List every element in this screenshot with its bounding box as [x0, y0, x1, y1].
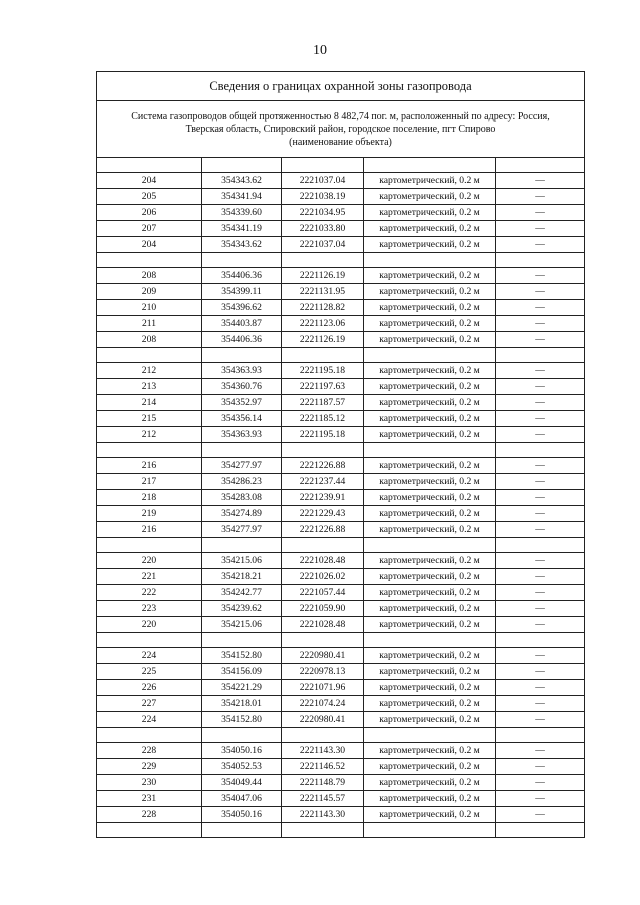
x-coordinate-cell: 354396.62 [202, 300, 282, 316]
x-coordinate-cell: 354343.62 [202, 237, 282, 253]
y-coordinate-cell: 2221028.48 [282, 617, 364, 633]
x-coordinate-cell: 354274.89 [202, 506, 282, 522]
method-cell: картометрический, 0.2 м [364, 395, 496, 411]
note-cell: — [496, 221, 585, 237]
point-number-cell: 228 [97, 807, 202, 823]
empty-cell [282, 823, 364, 838]
x-coordinate-cell: 354360.76 [202, 379, 282, 395]
note-cell: — [496, 395, 585, 411]
method-cell: картометрический, 0.2 м [364, 617, 496, 633]
note-cell: — [496, 379, 585, 395]
method-cell: картометрический, 0.2 м [364, 585, 496, 601]
point-number-cell: 224 [97, 712, 202, 728]
table-row [97, 411, 585, 427]
point-number-cell: 220 [97, 617, 202, 633]
empty-cell [97, 443, 202, 458]
empty-cell [282, 538, 364, 553]
point-number-cell: 208 [97, 268, 202, 284]
separator-row [97, 443, 585, 458]
table-row [97, 395, 585, 411]
table-row [97, 300, 585, 316]
x-coordinate-cell: 354352.97 [202, 395, 282, 411]
description-line-3: (наименование объекта) [289, 136, 392, 148]
note-cell: — [496, 506, 585, 522]
empty-cell [202, 728, 282, 743]
empty-cell [97, 538, 202, 553]
table-row [97, 427, 585, 443]
point-number-cell: 204 [97, 237, 202, 253]
y-coordinate-cell: 2221239.91 [282, 490, 364, 506]
table-body [97, 72, 585, 838]
y-coordinate-cell: 2221195.18 [282, 363, 364, 379]
y-coordinate-cell: 2221185.12 [282, 411, 364, 427]
empty-cell [202, 348, 282, 363]
point-number-cell: 221 [97, 569, 202, 585]
empty-cell [202, 158, 282, 173]
separator-row [97, 158, 585, 173]
point-number-cell: 215 [97, 411, 202, 427]
point-number-cell: 205 [97, 189, 202, 205]
note-cell: — [496, 553, 585, 569]
empty-cell [496, 633, 585, 648]
note-cell: — [496, 284, 585, 300]
y-coordinate-cell: 2221226.88 [282, 522, 364, 538]
page-number: 10 [313, 43, 327, 58]
note-cell: — [496, 189, 585, 205]
table-row [97, 743, 585, 759]
table-row [97, 680, 585, 696]
point-number-cell: 214 [97, 395, 202, 411]
table-row [97, 221, 585, 237]
table-row [97, 332, 585, 348]
separator-row [97, 823, 585, 838]
table-row [97, 237, 585, 253]
empty-cell [282, 348, 364, 363]
y-coordinate-cell: 2220978.13 [282, 664, 364, 680]
y-coordinate-cell: 2221197.63 [282, 379, 364, 395]
x-coordinate-cell: 354277.97 [202, 458, 282, 474]
method-cell: картометрический, 0.2 м [364, 411, 496, 427]
empty-cell [364, 823, 496, 838]
table-row [97, 775, 585, 791]
method-cell: картометрический, 0.2 м [364, 221, 496, 237]
x-coordinate-cell: 354047.06 [202, 791, 282, 807]
x-coordinate-cell: 354050.16 [202, 743, 282, 759]
empty-cell [364, 443, 496, 458]
empty-cell [496, 158, 585, 173]
point-number-cell: 212 [97, 427, 202, 443]
method-cell: картометрический, 0.2 м [364, 807, 496, 823]
x-coordinate-cell: 354406.36 [202, 268, 282, 284]
y-coordinate-cell: 2221128.82 [282, 300, 364, 316]
note-cell: — [496, 664, 585, 680]
note-cell: — [496, 363, 585, 379]
table-row [97, 522, 585, 538]
y-coordinate-cell: 2221237.44 [282, 474, 364, 490]
x-coordinate-cell: 354341.19 [202, 221, 282, 237]
description-line-1: Система газопроводов общей протяженностью 8 482,74 пог. м, расположенный по адресу: Россия, [131, 110, 550, 122]
y-coordinate-cell: 2221195.18 [282, 427, 364, 443]
method-cell: картометрический, 0.2 м [364, 173, 496, 189]
point-number-cell: 217 [97, 474, 202, 490]
empty-cell [97, 728, 202, 743]
table-row [97, 284, 585, 300]
empty-cell [97, 348, 202, 363]
y-coordinate-cell: 2221145.57 [282, 791, 364, 807]
x-coordinate-cell: 354406.36 [202, 332, 282, 348]
method-cell: картометрический, 0.2 м [364, 316, 496, 332]
point-number-cell: 211 [97, 316, 202, 332]
point-number-cell: 218 [97, 490, 202, 506]
separator-row [97, 633, 585, 648]
method-cell: картометрический, 0.2 м [364, 680, 496, 696]
x-coordinate-cell: 354343.62 [202, 173, 282, 189]
point-number-cell: 209 [97, 284, 202, 300]
y-coordinate-cell: 2221187.57 [282, 395, 364, 411]
x-coordinate-cell: 354152.80 [202, 712, 282, 728]
empty-cell [364, 538, 496, 553]
method-cell: картометрический, 0.2 м [364, 601, 496, 617]
table-row [97, 601, 585, 617]
point-number-cell: 219 [97, 506, 202, 522]
method-cell: картометрический, 0.2 м [364, 712, 496, 728]
empty-cell [202, 443, 282, 458]
empty-cell [496, 348, 585, 363]
empty-cell [364, 348, 496, 363]
point-number-cell: 206 [97, 205, 202, 221]
y-coordinate-cell: 2221126.19 [282, 332, 364, 348]
empty-cell [202, 823, 282, 838]
empty-cell [496, 823, 585, 838]
method-cell: картометрический, 0.2 м [364, 474, 496, 490]
table-row [97, 696, 585, 712]
empty-cell [202, 633, 282, 648]
x-coordinate-cell: 354152.80 [202, 648, 282, 664]
note-cell: — [496, 759, 585, 775]
method-cell: картометрический, 0.2 м [364, 759, 496, 775]
title-row [97, 72, 585, 101]
note-cell: — [496, 332, 585, 348]
method-cell: картометрический, 0.2 м [364, 237, 496, 253]
x-coordinate-cell: 354049.44 [202, 775, 282, 791]
x-coordinate-cell: 354399.11 [202, 284, 282, 300]
method-cell: картометрический, 0.2 м [364, 664, 496, 680]
table-row [97, 363, 585, 379]
point-number-cell: 220 [97, 553, 202, 569]
empty-cell [496, 253, 585, 268]
note-cell: — [496, 775, 585, 791]
y-coordinate-cell: 2221226.88 [282, 458, 364, 474]
method-cell: картометрический, 0.2 м [364, 363, 496, 379]
note-cell: — [496, 458, 585, 474]
separator-row [97, 538, 585, 553]
note-cell: — [496, 743, 585, 759]
note-cell: — [496, 411, 585, 427]
table-row [97, 648, 585, 664]
method-cell: картометрический, 0.2 м [364, 522, 496, 538]
method-cell: картометрический, 0.2 м [364, 427, 496, 443]
point-number-cell: 216 [97, 522, 202, 538]
y-coordinate-cell: 2221148.79 [282, 775, 364, 791]
empty-cell [282, 728, 364, 743]
empty-cell [202, 253, 282, 268]
note-cell: — [496, 237, 585, 253]
y-coordinate-cell: 2220980.41 [282, 648, 364, 664]
empty-cell [97, 823, 202, 838]
table-row [97, 189, 585, 205]
x-coordinate-cell: 354218.21 [202, 569, 282, 585]
note-cell: — [496, 474, 585, 490]
x-coordinate-cell: 354239.62 [202, 601, 282, 617]
table-title: Сведения о границах охранной зоны газопровода [97, 72, 585, 101]
x-coordinate-cell: 354156.09 [202, 664, 282, 680]
x-coordinate-cell: 354050.16 [202, 807, 282, 823]
boundary-table [96, 71, 585, 838]
empty-cell [364, 728, 496, 743]
note-cell: — [496, 791, 585, 807]
y-coordinate-cell: 2221143.30 [282, 807, 364, 823]
table-row [97, 490, 585, 506]
table-row [97, 791, 585, 807]
empty-cell [97, 633, 202, 648]
table-row [97, 316, 585, 332]
method-cell: картометрический, 0.2 м [364, 648, 496, 664]
x-coordinate-cell: 354356.14 [202, 411, 282, 427]
table-row [97, 474, 585, 490]
note-cell: — [496, 807, 585, 823]
table-row [97, 712, 585, 728]
point-number-cell: 227 [97, 696, 202, 712]
y-coordinate-cell: 2221057.44 [282, 585, 364, 601]
y-coordinate-cell: 2221229.43 [282, 506, 364, 522]
point-number-cell: 210 [97, 300, 202, 316]
x-coordinate-cell: 354052.53 [202, 759, 282, 775]
point-number-cell: 208 [97, 332, 202, 348]
x-coordinate-cell: 354286.23 [202, 474, 282, 490]
y-coordinate-cell: 2221126.19 [282, 268, 364, 284]
method-cell: картометрический, 0.2 м [364, 506, 496, 522]
x-coordinate-cell: 354283.08 [202, 490, 282, 506]
note-cell: — [496, 522, 585, 538]
x-coordinate-cell: 354277.97 [202, 522, 282, 538]
separator-row [97, 728, 585, 743]
note-cell: — [496, 680, 585, 696]
empty-cell [202, 538, 282, 553]
method-cell: картометрический, 0.2 м [364, 553, 496, 569]
note-cell: — [496, 601, 585, 617]
note-cell: — [496, 696, 585, 712]
method-cell: картометрический, 0.2 м [364, 300, 496, 316]
y-coordinate-cell: 2221071.96 [282, 680, 364, 696]
point-number-cell: 226 [97, 680, 202, 696]
table-row [97, 759, 585, 775]
point-number-cell: 207 [97, 221, 202, 237]
x-coordinate-cell: 354363.93 [202, 427, 282, 443]
note-cell: — [496, 316, 585, 332]
empty-cell [364, 253, 496, 268]
empty-cell [364, 633, 496, 648]
table-row [97, 664, 585, 680]
separator-row [97, 253, 585, 268]
description-row [97, 101, 585, 158]
empty-cell [282, 158, 364, 173]
x-coordinate-cell: 354341.94 [202, 189, 282, 205]
note-cell: — [496, 268, 585, 284]
empty-cell [282, 633, 364, 648]
empty-cell [364, 158, 496, 173]
x-coordinate-cell: 354218.01 [202, 696, 282, 712]
note-cell: — [496, 569, 585, 585]
y-coordinate-cell: 2221026.02 [282, 569, 364, 585]
y-coordinate-cell: 2221037.04 [282, 237, 364, 253]
method-cell: картометрический, 0.2 м [364, 268, 496, 284]
point-number-cell: 229 [97, 759, 202, 775]
point-number-cell: 212 [97, 363, 202, 379]
note-cell: — [496, 490, 585, 506]
separator-row [97, 348, 585, 363]
note-cell: — [496, 585, 585, 601]
point-number-cell: 225 [97, 664, 202, 680]
x-coordinate-cell: 354339.60 [202, 205, 282, 221]
y-coordinate-cell: 2221034.95 [282, 205, 364, 221]
y-coordinate-cell: 2221038.19 [282, 189, 364, 205]
method-cell: картометрический, 0.2 м [364, 696, 496, 712]
y-coordinate-cell: 2221146.52 [282, 759, 364, 775]
y-coordinate-cell: 2221033.80 [282, 221, 364, 237]
x-coordinate-cell: 354403.87 [202, 316, 282, 332]
x-coordinate-cell: 354215.06 [202, 553, 282, 569]
empty-cell [282, 253, 364, 268]
note-cell: — [496, 712, 585, 728]
note-cell: — [496, 648, 585, 664]
point-number-cell: 224 [97, 648, 202, 664]
y-coordinate-cell: 2221037.04 [282, 173, 364, 189]
note-cell: — [496, 617, 585, 633]
method-cell: картометрический, 0.2 м [364, 189, 496, 205]
empty-cell [97, 158, 202, 173]
description-line-2: Тверская область, Спировский район, городское поселение, пгт Спирово [185, 123, 496, 135]
method-cell: картометрический, 0.2 м [364, 791, 496, 807]
method-cell: картометрический, 0.2 м [364, 205, 496, 221]
method-cell: картометрический, 0.2 м [364, 490, 496, 506]
x-coordinate-cell: 354242.77 [202, 585, 282, 601]
table-row [97, 458, 585, 474]
table-row [97, 506, 585, 522]
empty-cell [496, 728, 585, 743]
method-cell: картометрический, 0.2 м [364, 379, 496, 395]
point-number-cell: 222 [97, 585, 202, 601]
point-number-cell: 228 [97, 743, 202, 759]
method-cell: картометрический, 0.2 м [364, 569, 496, 585]
method-cell: картометрический, 0.2 м [364, 743, 496, 759]
table-row [97, 585, 585, 601]
table-row [97, 807, 585, 823]
table-row [97, 617, 585, 633]
method-cell: картометрический, 0.2 м [364, 775, 496, 791]
note-cell: — [496, 427, 585, 443]
empty-cell [97, 253, 202, 268]
point-number-cell: 204 [97, 173, 202, 189]
empty-cell [496, 538, 585, 553]
x-coordinate-cell: 354363.93 [202, 363, 282, 379]
empty-cell [282, 443, 364, 458]
y-coordinate-cell: 2221028.48 [282, 553, 364, 569]
empty-cell [496, 443, 585, 458]
y-coordinate-cell: 2221074.24 [282, 696, 364, 712]
y-coordinate-cell: 2220980.41 [282, 712, 364, 728]
point-number-cell: 223 [97, 601, 202, 617]
note-cell: — [496, 173, 585, 189]
point-number-cell: 230 [97, 775, 202, 791]
point-number-cell: 216 [97, 458, 202, 474]
x-coordinate-cell: 354215.06 [202, 617, 282, 633]
y-coordinate-cell: 2221143.30 [282, 743, 364, 759]
table-row [97, 173, 585, 189]
table-row [97, 569, 585, 585]
table-row [97, 268, 585, 284]
method-cell: картометрический, 0.2 м [364, 284, 496, 300]
table-row [97, 379, 585, 395]
point-number-cell: 231 [97, 791, 202, 807]
point-number-cell: 213 [97, 379, 202, 395]
method-cell: картометрический, 0.2 м [364, 458, 496, 474]
y-coordinate-cell: 2221131.95 [282, 284, 364, 300]
x-coordinate-cell: 354221.29 [202, 680, 282, 696]
table-row [97, 553, 585, 569]
method-cell: картометрический, 0.2 м [364, 332, 496, 348]
table-row [97, 205, 585, 221]
note-cell: — [496, 205, 585, 221]
object-description [97, 101, 585, 158]
y-coordinate-cell: 2221059.90 [282, 601, 364, 617]
note-cell: — [496, 300, 585, 316]
y-coordinate-cell: 2221123.06 [282, 316, 364, 332]
